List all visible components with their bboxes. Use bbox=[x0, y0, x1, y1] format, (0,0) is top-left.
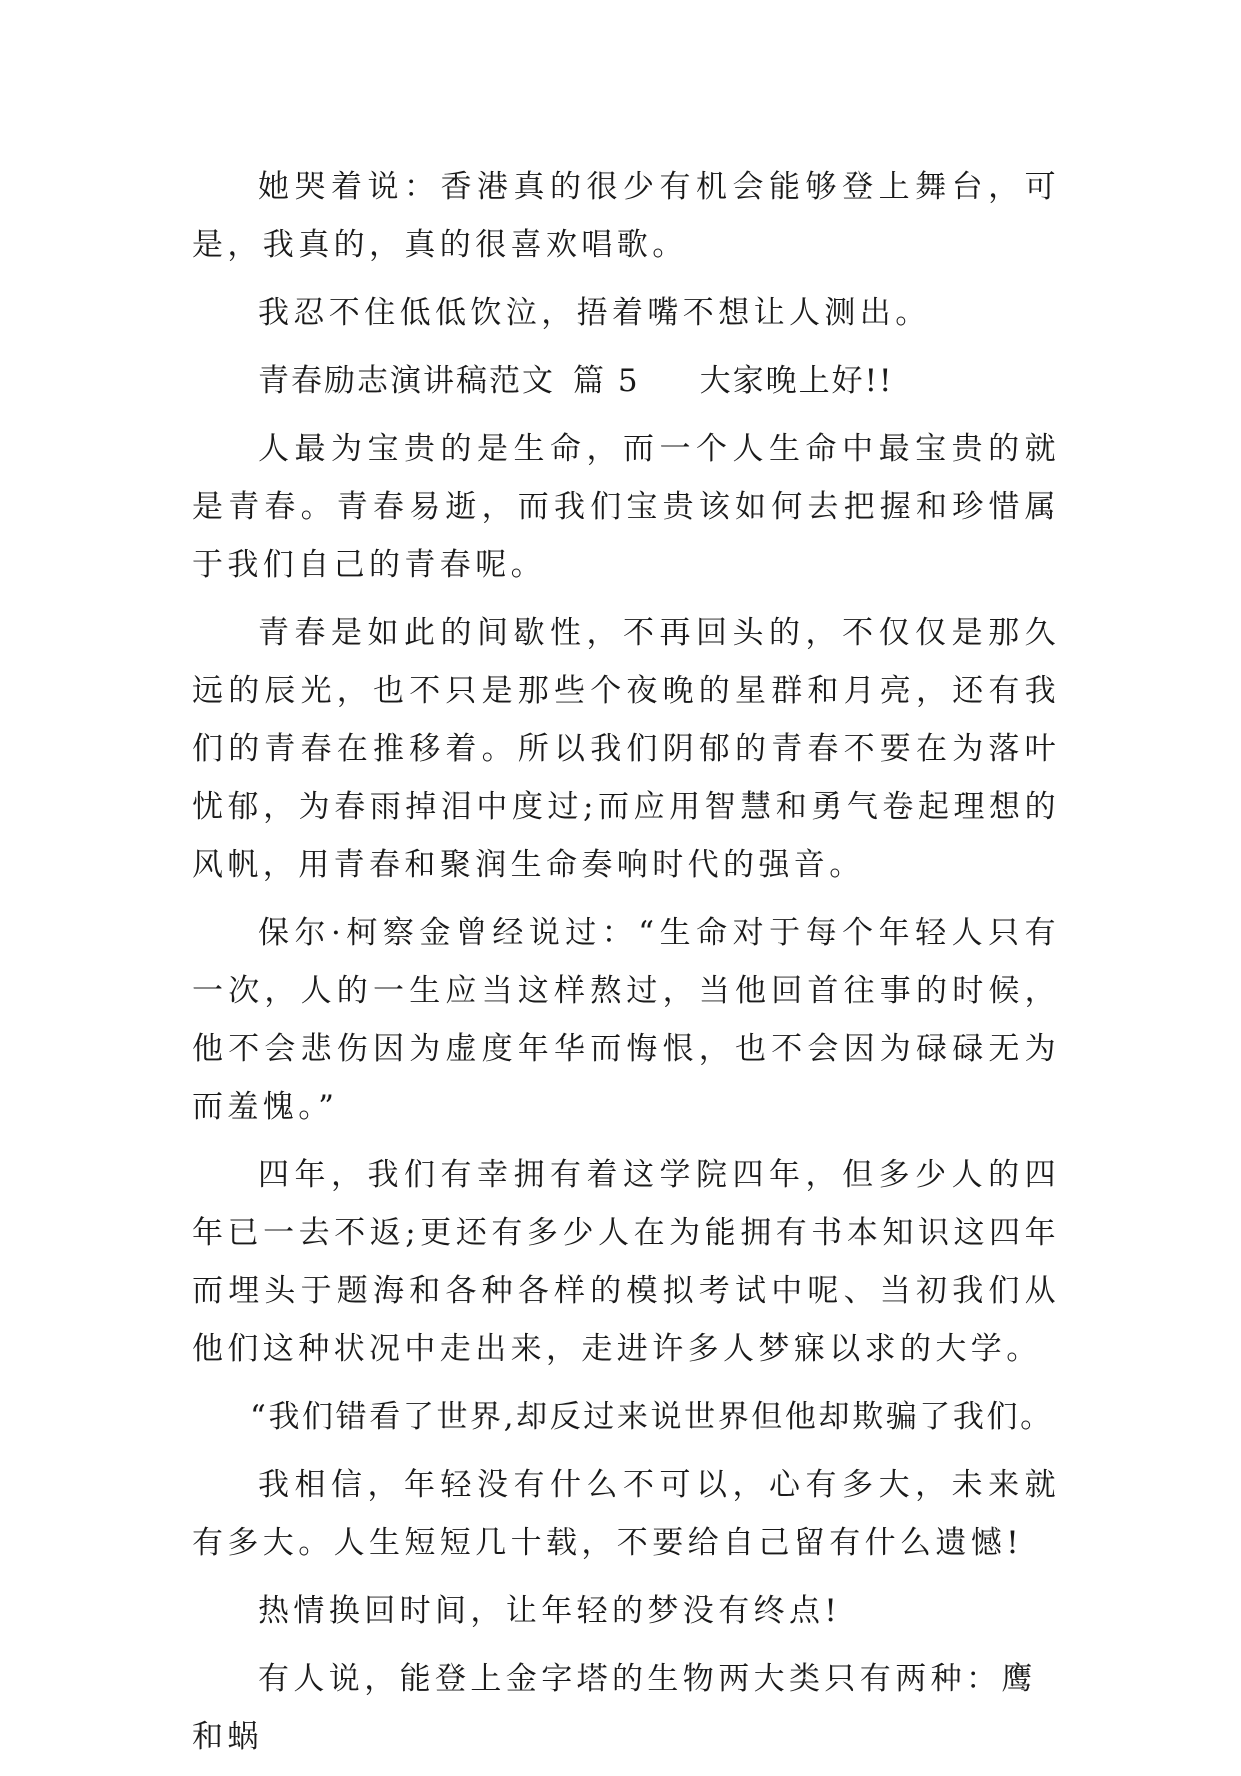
paragraph-world-quote: “我们错看了世界,却反过来说世界但他却欺骗了我们。 bbox=[250, 1399, 1054, 1435]
document-body bbox=[192, 158, 1060, 1776]
paragraph-life-youth: 人最为宝贵的是生命，而一个人生命中最宝贵的就是青春。青春易逝，而我们宝贵该如何去把握和珍惜属于我们自己的青春呢。 bbox=[192, 431, 1060, 583]
paragraph-pyramid: 有人说，能登上金字塔的生物两大类只有两种：鹰和蜗 bbox=[192, 1661, 1037, 1755]
section-heading bbox=[192, 352, 1060, 410]
heading-title: 青春励志演讲稿范文 bbox=[258, 363, 555, 399]
paragraph-passion: 热情换回时间，让年轻的梦没有终点! bbox=[258, 1593, 842, 1629]
paragraph-sobbing: 我忍不住低低饮泣，捂着嘴不想让人测出。 bbox=[258, 295, 931, 331]
heading-section-number: 篇 5 bbox=[573, 363, 640, 399]
paragraph-youth-passing: 青春是如此的间歇性，不再回头的，不仅仅是那久远的辰光，也不只是那些个夜晚的星群和月亮，还有我们的青春在推移着。所以我们阴郁的青春不要在为落叶忧郁，为春雨掉泪中度过;而应用智慧和勇气卷起理想的风帆，用青春和聚润生命奏响时代的强音。 bbox=[192, 615, 1060, 883]
heading-greeting: 大家晚上好!! bbox=[699, 363, 894, 399]
paragraph-four-years: 四年，我们有幸拥有着这学院四年，但多少人的四年已一去不返;更还有多少人在为能拥有书本知识这四年而埋头于题海和各种各样的模拟考试中呢、当初我们从他们这种状况中走出来，走进许多人梦寐以求的大学。 bbox=[192, 1157, 1060, 1367]
paragraph-belief: 我相信，年轻没有什么不可以，心有多大，未来就有多大。人生短短几十载，不要给自己留有什么遗憾! bbox=[192, 1467, 1060, 1561]
paragraph-crying: 她哭着说：香港真的很少有机会能够登上舞台，可是，我真的，真的很喜欢唱歌。 bbox=[192, 169, 1060, 263]
paragraph-pavel-quote: 保尔·柯察金曾经说过：“生命对于每个年轻人只有一次，人的一生应当这样熬过，当他回首往事的时候，他不会悲伤因为虚度年华而悔恨，也不会因为碌碌无为而羞愧。” bbox=[192, 915, 1060, 1125]
